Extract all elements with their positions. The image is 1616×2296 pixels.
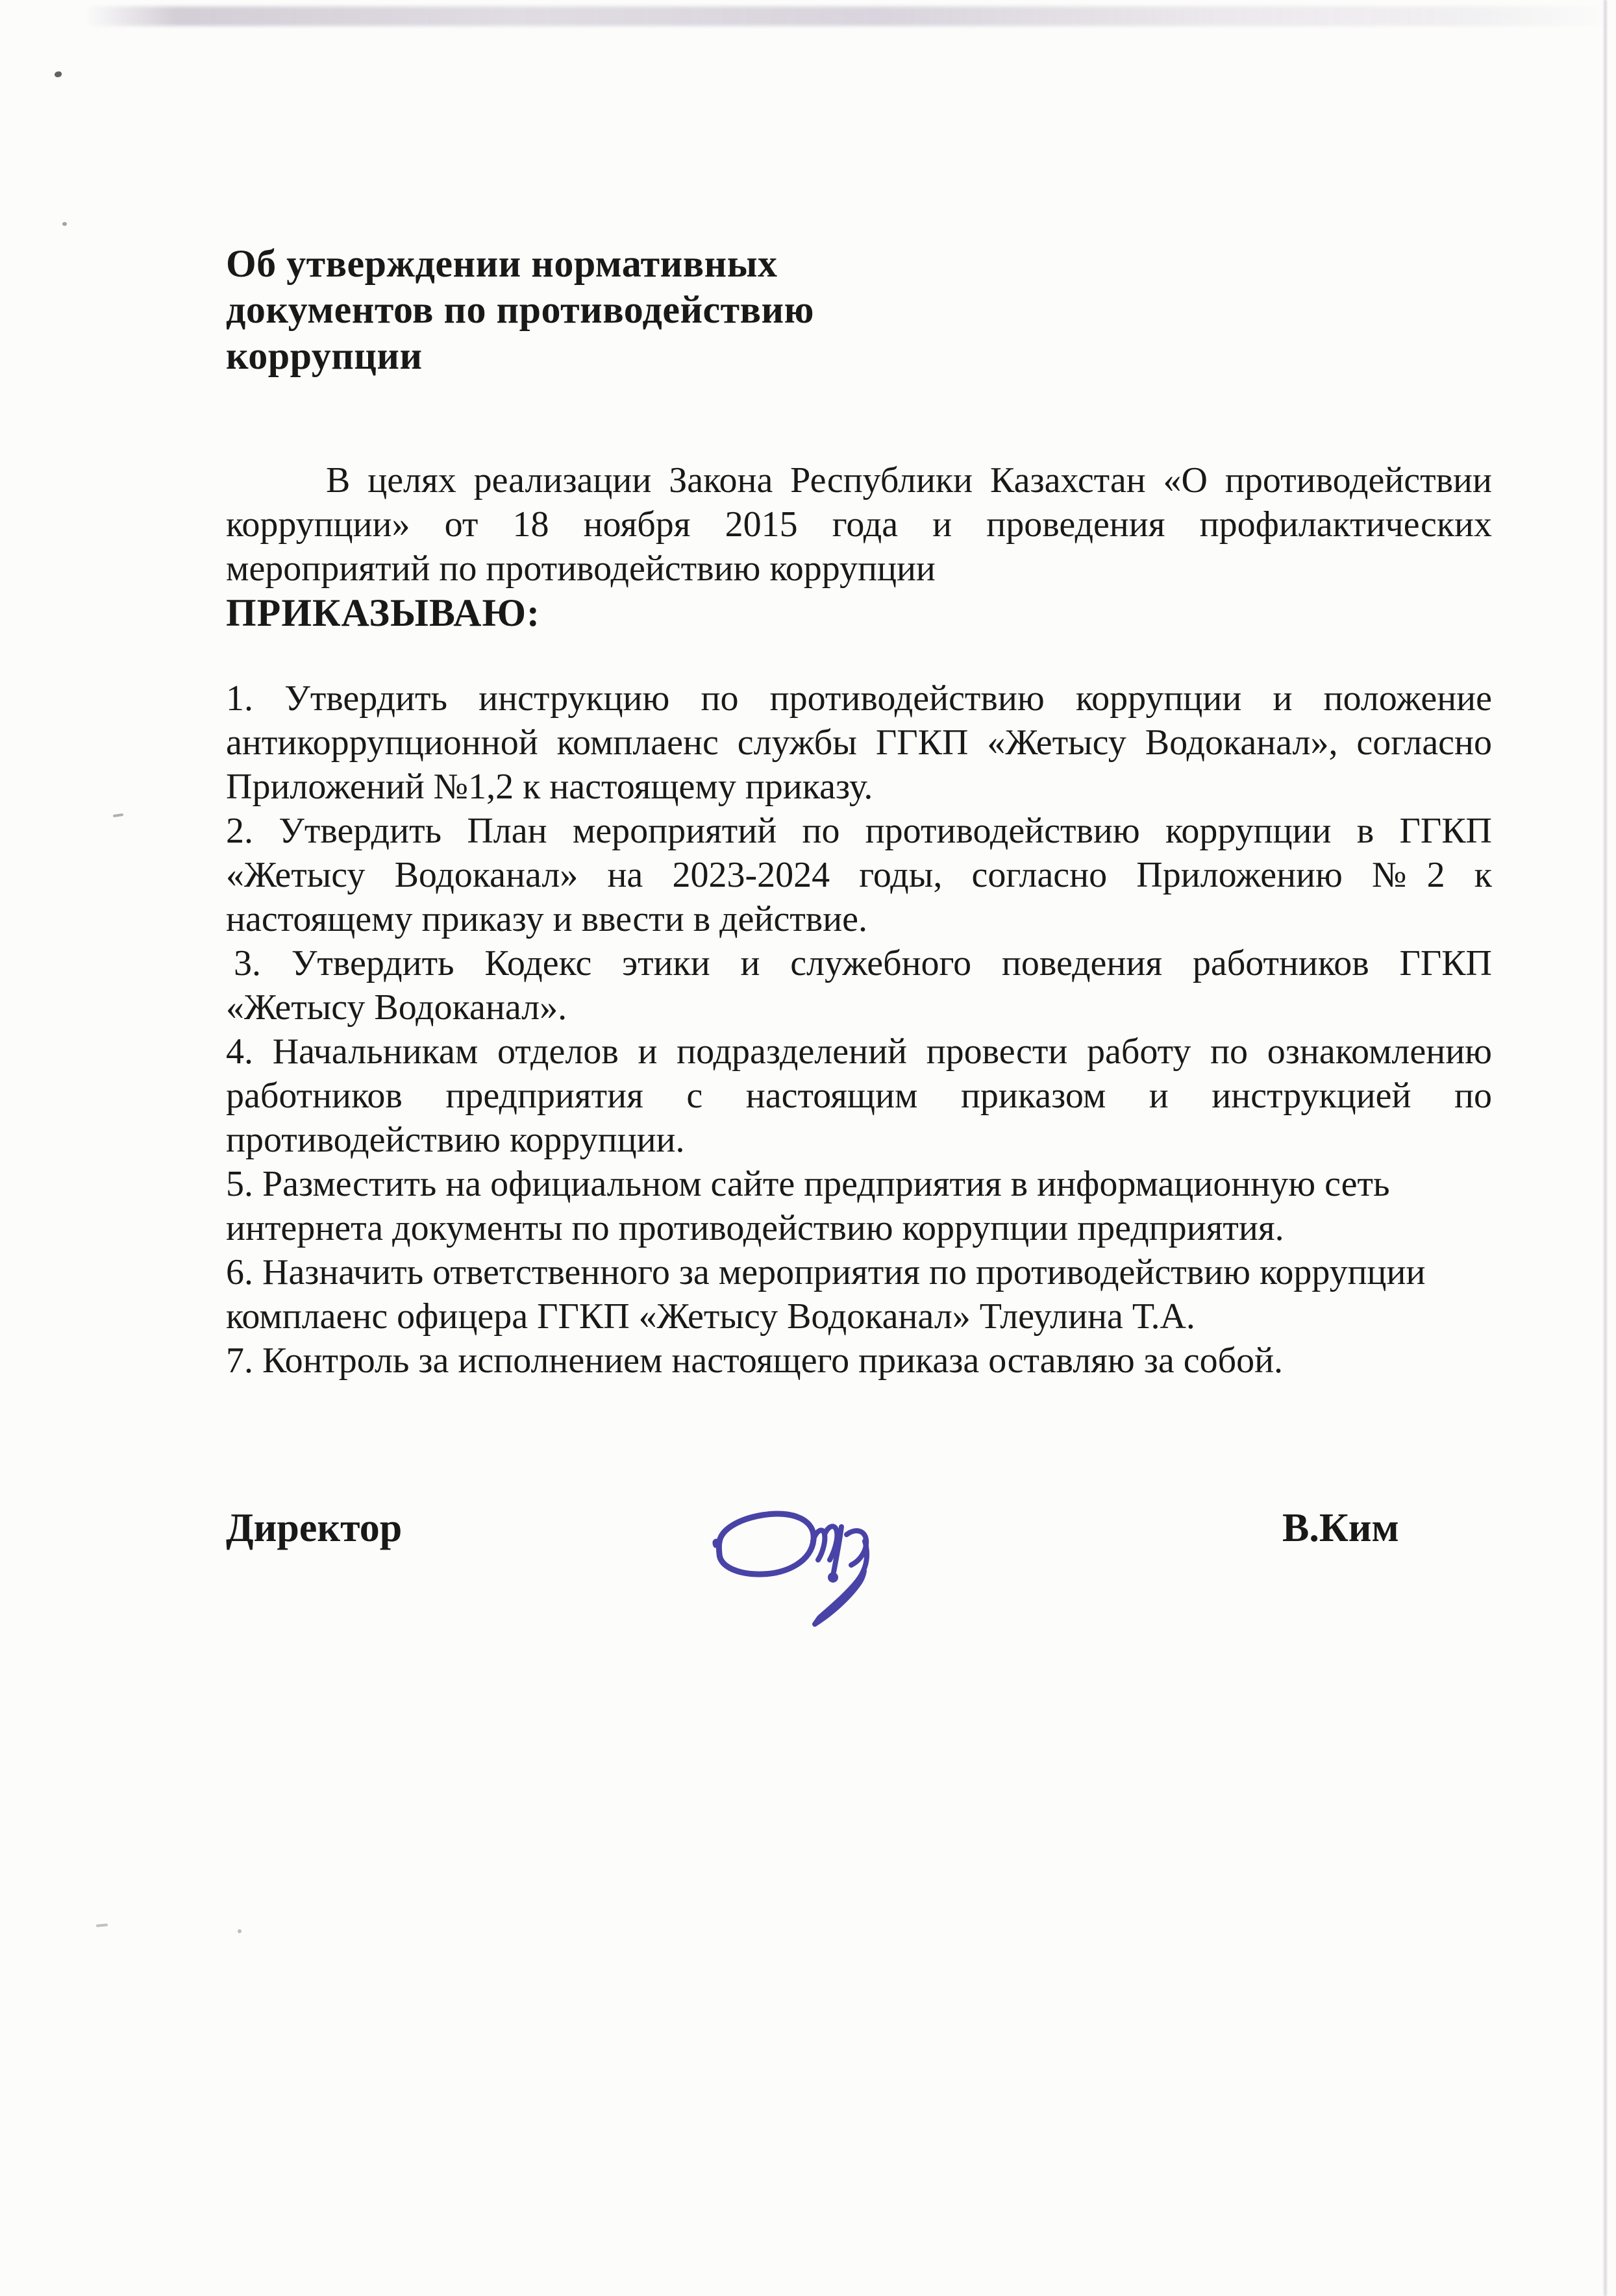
body-line: 6. Назначить ответственного за мероприятия по противодействию коррупции (226, 1252, 1426, 1292)
body-line: противодействию коррупции. (226, 1120, 685, 1160)
body-line: «Жетысу Водоканал» на 2023-2024 годы, согласно Приложению №2 к (226, 855, 1492, 895)
title-line: документов по противодействию (226, 288, 814, 331)
signature-ink (701, 1501, 896, 1640)
signature-name: В.Ким (1282, 1506, 1399, 1550)
scan-speck (113, 813, 123, 817)
preamble-line: мероприятий по противодействию коррупции (226, 549, 936, 589)
scan-noise-band (84, 6, 1616, 26)
body-line: 2. Утвердить План мероприятий по противодействию коррупции в ГГКП (226, 811, 1492, 851)
preamble-line: В целях реализации Закона Республики Казахстан «О противодействии (326, 460, 1492, 500)
scan-speck (96, 1923, 108, 1927)
decree-word: ПРИКАЗЫВАЮ: (226, 591, 541, 634)
body-line: настоящему приказу и ввести в действие. (226, 899, 868, 939)
body-line: работников предприятия с настоящим приказом и инструкцией по (226, 1076, 1492, 1116)
body-line: интернета документы по противодействию коррупции предприятия. (226, 1208, 1284, 1248)
body-line: 3. Утвердить Кодекс этики и служебного поведения работников ГГКП (234, 943, 1492, 983)
scan-speck (62, 222, 67, 226)
body-line: 4. Начальникам отделов и подразделений провести работу по ознакомлению (226, 1031, 1492, 1072)
title-line: коррупции (226, 334, 423, 377)
body-line: комплаенс офицера ГГКП «Жетысу Водоканал» Тлеулина Т.А. (226, 1296, 1195, 1337)
body-line: Приложений №1,2 к настоящему приказу. (226, 767, 873, 807)
page-title (226, 241, 1135, 379)
scan-speck (238, 1929, 242, 1933)
title-line: Об утверждении нормативных (226, 242, 778, 285)
body-line: антикоррупционной комплаенс службы ГГКП «Жетысу Водоканал», согласно (226, 722, 1492, 763)
body-line: 1. Утвердить инструкцию по противодействию коррупции и положение (226, 678, 1492, 719)
body-line: 5. Разместить на официальном сайте предприятия в информационную сеть (226, 1164, 1390, 1204)
body-line: 7. Контроль за исполнением настоящего приказа оставляю за собой. (226, 1340, 1284, 1381)
scan-edge-shadow (1604, 0, 1607, 2296)
body-line: «Жетысу Водоканал». (226, 987, 567, 1028)
scan-speck (55, 71, 62, 77)
order-items (226, 676, 1492, 1383)
preamble-paragraph (226, 458, 1492, 635)
signature-role: Директор (226, 1506, 403, 1550)
preamble-line: коррупции» от 18 ноября 2015 года и проведения профилактических (226, 504, 1492, 545)
